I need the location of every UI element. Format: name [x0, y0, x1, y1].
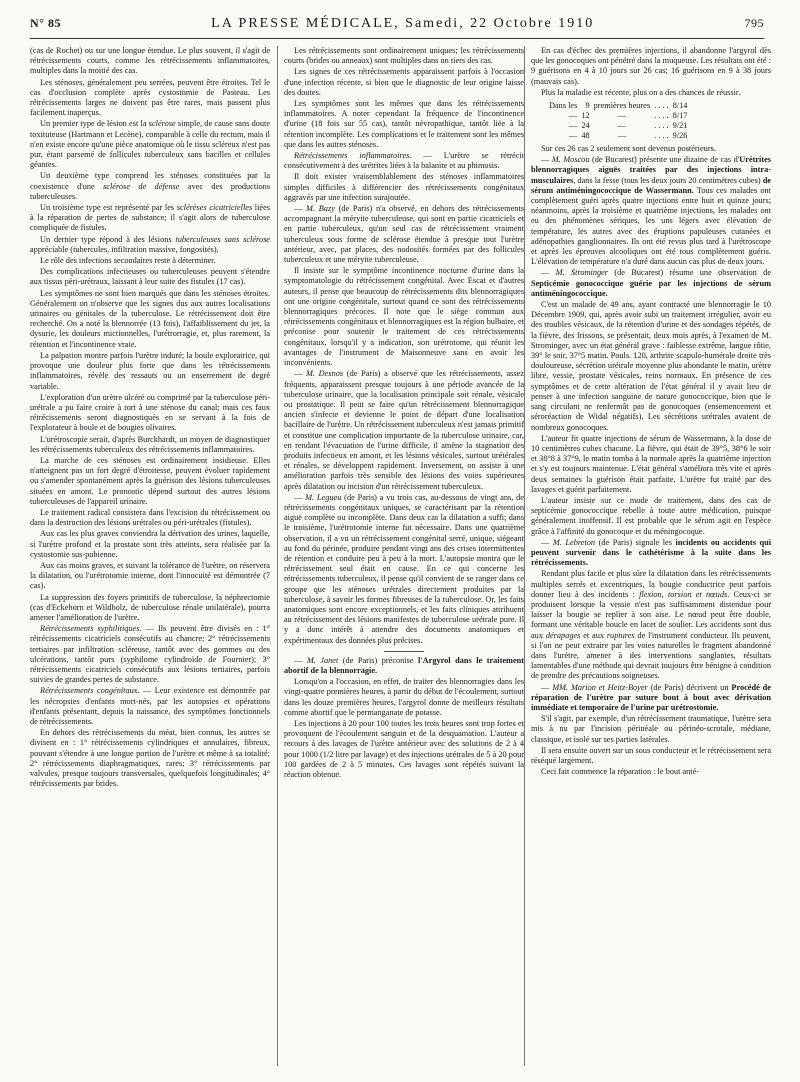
speaker-name: MM. Marion et Heitz-Boyer [552, 682, 648, 692]
column-rule [524, 46, 525, 1066]
text: Un dernier type répond à des lésions [40, 234, 176, 244]
text: — L'urètre se rétrécit consécutivement à des urétrites liées à la balanite et au phimosis. [284, 151, 524, 171]
text: de l'instrument conducteur. Ils peuvent, si l'on ne peut extraire par les voies naturelles le fragment abandonné dans l'urètre, amener à des interventions sanglantes, résultats lamentables d'une méthode qui devrait toujours être bénigne à condition de prendre des précautions soigneuses. [531, 630, 771, 681]
paragraph: Les injections à 20 pour 100 toutes les trois heures sont trop fortes et provoquent de l'écoulement sanguin et de la desquamation. L'auteur a recours à des lavages de l'urètre antérieur avec des solutions de 2 à 4 pour 1000 (1/2 litre par lavage) et des injections urétrales de 5 à 20 pour 100 gardées de 2 à 5 minutes. Ces lavages sont répétés suivant la réaction obtenue. [284, 719, 524, 780]
topic-title: Procédé de réparation de l'urètre par suture bout à bout avec dérivation immédiate et temporaire de l'urine par urétrostomie. [531, 682, 771, 712]
speaker-name: M. Moscou [551, 155, 590, 165]
paragraph [531, 569, 771, 681]
text: (de Paris) n'a observé, en dehors des rétrécissements accompagnant la méryite tuberculeuse, qui sont en partie cicatriciels et en partie tuberculeux, qu'un seul cas de rétrécissement vraiment tuberculeux sous forme de sclérose étendue à presque tout l'urètre antérieur, avec, par places, des nodosités formées par des follicules tuberculeux et une méryite tuberculeuse. [284, 204, 524, 265]
paragraph: — M. Moscou (de Bucarest) présente une dizaine de cas d'Urétrites blennorragiques aiguës traitées par des injections intra-musculaires, dans la fesse (tous les deux jours 20 centimètres cubes) de sérum antiméningococcique de Wassermann. Tous ces malades ont complètement guéri après quatre injections entre huit et quinze jours; néanmoins, après la troisième et quatrième injections, les malades ont eu des phénomènes sériques, les uns légers avec élévation de température, les autres avec des éruptions papuleuses cutanées et adénopathies ganglionnaires. Ils ont été revus plus tard à l'urétroscope et après les épreuves alcooliques ont été tous complètement guéris. L'élévation de température n'a duré dans aucun cas plus de deux jours. [531, 155, 772, 267]
paragraph: — M. Janet (de Paris) préconise l'Argyrol dans le traitement abortif de la blennorragie. [284, 655, 525, 675]
paragraph: Ceci fait commence la réparation : le bout anté- [541, 767, 700, 777]
column-rule [277, 46, 278, 1066]
table-cell: . . . . [654, 121, 669, 131]
paragraph: Il doit exister vraisemblablement des sténoses inflammatoires simples difficiles à différencier des rétrécissements congénitaux aggravés par une infection surajoutée. [284, 172, 524, 202]
column-3 [531, 46, 771, 778]
paragraph: — M. Lebreton (de Paris) signale les incidents ou accidents qui peuvent survenir dans le cathétérisme à la suite dans les rétrécissements. [531, 537, 772, 568]
paragraph: Les signes de ces rétrécissements apparaissent parfois à l'occasion d'une infection récente, si bien que le diagnostic de leur origine laisse des doutes. [284, 67, 524, 97]
text: Un troisième type est représenté par les [40, 203, 177, 213]
text: et aux [580, 630, 607, 640]
text: (de Paris) décrivent un [647, 682, 732, 692]
issue-number: N° 85 [30, 16, 61, 30]
paragraph: L'exploration d'un urètre ulcéré ou comprimé par la tuberculose péri-urétrale a pu faire croire à tort à une sténose du canal; mais ces faux rétrécissements seront diagnostiqués en se servant à la fois de l'explorateur à boule et de bougies olivaires. [30, 392, 270, 433]
text: Un premier type de lésion est la [40, 119, 149, 129]
table-cell: — [569, 131, 578, 141]
speaker-name: M. Strominger [555, 268, 609, 278]
topic-title: Urétrites blennorragiques aiguës traitées par des injections intra-musculaires [531, 155, 772, 185]
paragraph: L'auteur fit quatre injections de sérum de Wassermann, à la dose de 10 centimètres cubes chacune. La fièvre, qui était de 39°5, 38°6 le soir et 38°8 à 37°9, le matin tomba à la normale après la quatrième injection et s'y est toujours maintenue. L'état général s'améliora très vite et après deux semaines la guérison était parfaite. L'urètre fut traité par des lavages et guérit parfaitement. [531, 433, 771, 494]
table-cell: — [569, 111, 578, 121]
paragraph: Il insiste sur le symptôme incontinence nocturne d'urine dans la symptomatologie du rétrécissement congénital. Avec Escat et d'autres auteurs, il pense que beaucoup de rétrécissements dits blennorragiques ont une origine congénitale, surtout quand ce sont des rétrécissements blennorragiques précoces. Il note que le siège commun aux rétrécissements congénitaux et blennorragiques est la région bulbaire, et préconise pour soutenir le traitement de ces rétrécissements congénitaux, lorsqu'il y a indication, son urétrotome, qui réunit les avantages de l'instrument de Maisonneuve sans en avoir les inconvénients. [284, 266, 524, 368]
table-cell: 9/21 [672, 121, 688, 131]
column-2 [284, 46, 524, 781]
text: (de Paris) préconise [338, 655, 419, 665]
table-row [549, 111, 691, 121]
text: (de Paris) a observé que les rétrécissements, assez fréquents, apparaissent presque toujours à une période avancée de la tuberculose urinaire, que la localisation principale soit rénale, vésicale ou prostatique. Il peut se faire qu'un rétrécissement blennorragique ancien s'infecte et devienne le point de départ d'une localisation bacillaire de l'urètre. Un rétrécissement tuberculeux n'est jamais primitif et constitue une complication importante de la tuberculose urinaire, car, en rendant l'évacuation de l'urine difficile, il amène la stagnation des produits infectieux en amont, et les lésions vésicales, surtout urétérales et rénales, se développent rapidement. Inversement, on assiste à une amélioration parfois très sensible des lésions des voies supérieures après dilatation ou incision d'un rétrécissement tuberculeux. [284, 369, 524, 491]
emphasis: sclérose [148, 119, 176, 129]
table-cell: 8/17 [672, 111, 688, 121]
paragraph: Les rétrécissements sont ordinairement uniques; les rétrécissements courts (brides ou anneaux) sont multiples dans un tiers des cas. [284, 46, 524, 66]
emphasis: dérapages [545, 630, 581, 640]
paragraph [30, 203, 270, 234]
text: Rendant plus facile et plus sûre la dilatation dans les rétrécissements multiples serrés et excentriques, la bougie conductrice peut parfois donner lieu à des incidents : [531, 569, 771, 599]
text: , dans la fesse (tous les deux jours 20 centimètres cubes) [573, 175, 763, 185]
topic-title: incidents ou accidents qui peuvent survenir dans le cathétérisme à la suite dans les rétrécissements. [531, 537, 772, 568]
paragraph: Le traitement radical consistera dans l'excision du rétrécissement ou dans la destruction des lésions urétrales ou péri-urétrales (fistules). [30, 507, 270, 528]
results-table [549, 101, 691, 141]
emphasis: flexion, torsion et nœuds [639, 589, 728, 599]
paragraph: Les symptômes sont les mêmes que dans les rétrécissements inflammatoires. A noter cependant la fréquence de l'incontinence d'urine (18 fois sur 55 cas), tantôt névropathique, tantôt liée à la rétention incomplète. Les complications et le traitement sont les mêmes que dans les autres sténoses. [284, 99, 524, 149]
table-cell: 9 [585, 101, 590, 111]
paragraph: En cas d'échec des premières injections, il abandonne l'argyrol dès que les gonocoques ont pénétré dans la muqueuse. Les résultats ont été : 9 guérisons en 4 à 10 jours sur 26 cas; 16 guérisons en 9 à 38 jours (mauvais cas). [531, 46, 771, 86]
table-cell: . . . . [654, 111, 669, 121]
table-cell: Dans les [549, 101, 578, 111]
journal-title: LA PRESSE MÉDICALE, Samedi, 22 Octobre 1910 [211, 16, 595, 31]
table-row [549, 131, 691, 141]
section-title: Rétrécissements inflammatoires. [294, 151, 412, 161]
paragraph [30, 624, 270, 685]
paragraph: C'est un malade de 49 ans, ayant contracté une blennorragie le 10 Décembre 1909, qui, après avoir subi un traitement irrégulier, avoir eu des troubles vésicaux, de la rétention d'urine et des sondages répétés, de la fièvre, des frissons, se présentait, deux mois après, à l'examen de M. Strominger, avec un état général grave : faiblesse extrême, langue rôtie, 39° le soir, 37°5 matin. Pouls. 120, arthrite scapulo-humérale droite très douloureuse, sécrétion urétrale moyenne plus abondante le matin, urètre libre, vessie, prostate vésicales, reins normaux. En présence de ces symptômes et de cette altération de l'état général il y avait lieu de penser à une infection sanguine de nature gonococcique, bien que le sang circulant ne renfermât pas de gonocoques (ensemencement et séroréaction de Widal négatifs). Les sécrétions urétrales avaient de nombreux gonocoques. [531, 300, 771, 432]
text: (de Paris) signale les [595, 537, 676, 547]
text: Tous ces malades ont complètement guéri après quatre injections entre huit et quinze jours; néanmoins, après la troisième et quatrième injections, les malades ont eu des phénomènes sériques, les uns légers avec élévation de température, les autres avec des éruptions papuleuses cutanées et adénopathies ganglionnaires. Ils ont été revus plus tard à l'urétroscope et après les épreuves alcooliques ont été tous complètement guéris. L'élévation de température n'a duré dans aucun cas plus de deux jours. [531, 185, 771, 267]
text: appréciable (tubercules, infiltration massive, fongosités). [30, 244, 219, 254]
emphasis: sclérèses cicatricielles [176, 203, 253, 213]
speaker-name: M. Desnos [306, 369, 344, 379]
text: (de Paris) a vu trois cas, au-dessous de vingt ans, de rétrécissements congénitaux uniques, se caractérisant par la rétention aiguë complète ou incomplète. Dans deux cas la dilatation a suffi; dans le troisième, l'urétrotomie interne fut nécessaire. Dans une quatrième observation, il a vu un rétrécissement congénital serré, unique, siégeant au fond du périnée, produire pendant vingt ans des crises intermittentes de rétention et conduire peu à peu à la mort. L'autopsie montra que le rétrécissement seul était en cause. En ce qui concerne les rétrécissements tuberculeux, il pense qu'il convient de se ranger dans ce groupe que les sténoses urétrales directement produites par la tuberculose, à savoir les formes fibreuses de la tuberculose. Or, les faits anatomiques sont encore exceptionnels, et les faits cliniques attribuent au rétrécissement des lésions manifestes de tuberculose urétrale pure. Il y a donc intérêt à attendre des documents anatomiques et expérimentaux des données plus précises. [284, 492, 524, 645]
paragraph: Aux cas les plus graves conviendra la dérivation des urines, laquelle, si l'urètre profond et la prostate sont très atteints, sera réalisée par la cystostomie sus-pubienne. [30, 529, 270, 559]
paragraph [30, 171, 270, 202]
text: (de Bucarest) résume une observation de [608, 268, 772, 278]
paragraph [30, 686, 270, 727]
table-cell: 48 [581, 131, 590, 141]
table-cell: . . . . [654, 131, 669, 141]
paragraph: Plus la maladie est récente, plus on a des chances de réussir. [541, 87, 741, 97]
paragraph: L'auteur insiste sur ce mode de traitement, dans des cas de septicémie gonococcique rebelle à toute autre médication, puisque généralement inoffensif. Il est probable que le sérum agit en l'espèce grâce à l'affinité du gonocoque et du méningocoque. [531, 495, 771, 536]
table-cell: — [617, 121, 626, 131]
table-cell: — [617, 111, 626, 121]
table-cell: 12 [581, 111, 590, 121]
speaker-name: M. Bazy [306, 204, 335, 214]
emphasis: sclérose de défense [103, 181, 180, 191]
speaker-name: M. Legueu [305, 492, 342, 502]
table-row [549, 101, 691, 111]
text: . Ceux-ci se produisent lorsque la vessie n'est pas suffisamment distendue pour laisser la bougie se replier à son aise. Le nœud peut être double, formant une véritable boucle en lacet de soulier. Les accidents sont dus aux [531, 589, 771, 640]
table-cell: . . . . [654, 101, 669, 111]
text: — Ils peuvent être divisés en : 1° rétrécissements cicatriciels consécutifs au chancre; 2° rétrécissements tertiaires par infiltration scléreuse, tantôt avec des gommes ou des ulcérations, tantôt purs (syphilome cylindroïde de Fournier); 3° rétrécissements cicatriciels consécutifs aux lésions tertiaires, parfois suivies de grandes pertes de substance. [30, 624, 270, 685]
text: Un deuxième type comprend les sténoses constituées par la coexistence d'une [30, 171, 270, 191]
table-cell: 9/26 [672, 131, 688, 141]
text: simple, de cause sans doute toxituteuse (Hartmann et Lecène), comparable à celle du rectum, mais il n'en existe encore qu'une pièce anatomique où le tissu scléreux n'est pas pur, étant parsemé de follicules tuberculeux sans bacilles et cellules géantes. [30, 119, 271, 170]
emphasis: ruptures [606, 630, 635, 640]
paragraph: Le rôle des infections secondaires reste à déterminer. [40, 256, 216, 266]
section-title: Rétrécissements congénitaux. [40, 686, 140, 696]
paragraph [30, 119, 270, 170]
paragraph: Des complications infectieuses ou tuberculeuses peuvent s'étendre aux tissus péri-urétraux, laissant à leur suite des fistules (17 cas). [30, 267, 270, 287]
speaker-name: M. Lebreton [552, 537, 596, 547]
paragraph: La suppression des foyers primitifs de tuberculose, la néphrectomie (cas d'Eckehorn et Wildbolz, de tuberculose rénale unilatérale), pourra amener l'amélioration de l'urètre. [30, 592, 270, 622]
table-row [549, 121, 691, 131]
paragraph: Les symptômes ne sont bien marqués que dans les sténoses étroites. Généralement on n'observe que les signes dus aux autres localisations urinaires ou génitales de la tuberculose. Le rétrécissement doit être recherché. On a noté la blennorrée (13 fois), l'affaiblissement du jet, la dysurie, les douleurs mictionnelles, l'urétrorragie, et, plus rarement, la rétention et l'incontinence vraie. [30, 288, 270, 349]
paragraph: La palpation montre parfois l'urètre induré; la boule exploratrice, qui provoque une douleur plus forte que dans les rétrécissements inflammatoires, révèle des ressauts ou un enserrement de degré variable. [30, 350, 270, 391]
paragraph: En dehors des rétrécissements du méat, bien connus, les autres se divisent en : 1° rétrécissements cylindriques et annulaires, fibreux, pouvant s'étendre à une longue portion de l'urètre et même à sa totalité; 2° rétrécissements diaphragmatiques, rares; 3° rétrécissements par valvules, presque toujours transversales, quelquefois longitudinales; 4° rétrécissements par brides. [30, 728, 270, 789]
topic-title: de sérum antiméningococcique de Wassermann. [531, 175, 771, 195]
page-header [30, 16, 764, 39]
paragraph: — M. Strominger (de Bucarest) résume une observation de Septicémie gonococcique guérie par les injections de sérum antiméningococcique. [531, 268, 772, 298]
paragraph: — M. Bazy (de Paris) n'a observé, en dehors des rétrécissements accompagnant la méryite tuberculeuse, qui sont en partie cicatriciels et en partie tuberculeux, qu'un seul cas de rétrécissement vraiment tuberculeux sous forme de sclérose étendue à presque tout l'urètre antérieur, avec, par places, des nodosités formées par des follicules tuberculeux et une méryite tuberculeuse. [284, 204, 524, 265]
page-number: 795 [744, 16, 764, 30]
text: (de Bucarest) présente une dizaine de cas d' [589, 155, 740, 165]
paragraph: La marche de ces sténoses est ordinairement insidieuse. Elles n'atteignent pas un fort degré d'étroitesse, peuvent évoluer rapidement ou s'amender spontanément après la guérison des lésions tuberculeuses situées en amont. Le pronostic dépend surtout des autres lésions tuberculeuses de l'appareil urinaire. [30, 455, 270, 506]
paragraph: — M. Desnos (de Paris) a observé que les rétrécissements, assez fréquents, apparaissent presque toujours à une période avancée de la tuberculose urinaire, que la localisation principale soit rénale, vésicale ou prostatique. Il peut se faire qu'un rétrécissement blennorragique ancien s'infecte et devienne le point de départ d'une localisation bacillaire de l'urètre. Un rétrécissement tuberculeux n'est jamais primitif et constitue une complication importante de la tuberculose urinaire, car, en rendant l'évacuation de l'urine difficile, il amène la stagnation des produits infectieux en amont, et les lésions vésicales, surtout urétérales et rénales, se développent rapidement. Inversement, on assiste à une amélioration parfois très sensible des lésions des voies supérieures après dilatation ou incision d'un rétrécissement tuberculeux. [284, 369, 524, 491]
paragraph: Sur ces 26 cas 2 seulement sont devenus postérieurs. [541, 144, 716, 154]
text: — Leur existence est démontrée par les nécropsies d'enfants mort-nés, par les autopsies et opérations d'enfants présentant, depuis la naissance, des symptômes fonctionnels de rétrécissements. [30, 686, 270, 726]
text: liées à la réparation de pertes de substance; il s'agit alors de tuberculose compliquée de fistules. [30, 203, 270, 233]
paragraph: — M. Legueu (de Paris) a vu trois cas, au-dessous de vingt ans, de rétrécissements congénitaux uniques, se caractérisant par la rétention aiguë complète ou incomplète. Dans deux cas la dilatation a suffi; dans le troisième, l'urétrotomie interne fut nécessaire. Dans une quatrième observation, il a vu un rétrécissement congénital serré, unique, siégeant au fond du périnée, produire pendant vingt ans des crises intermittentes de rétention et conduire peu à peu à la mort. L'autopsie montra que le rétrécissement seul était en cause. En ce qui concerne les rétrécissements tuberculeux, il pense qu'il convient de se ranger dans ce groupe que les sténoses urétrales directement produites par la tuberculose, à savoir les formes fibreuses de la tuberculose. Or, les faits anatomiques sont encore exceptionnels, et les faits cliniques attribuent au rétrécissement des lésions manifestes de tuberculose urétrale pure. Il y a donc intérêt à attendre des documents anatomiques et expérimentaux des données plus précises. [284, 492, 524, 645]
table-cell: 8/14 [672, 101, 688, 111]
paragraph: — MM. Marion et Heitz-Boyer (de Paris) décrivent un Procédé de réparation de l'urètre par suture bout à bout avec dérivation immédiate et temporaire de l'urine par urétrostomie. [531, 682, 771, 712]
paragraph [284, 151, 524, 171]
paragraph: Aux cas moins graves, et suivant la tolérance de l'urètre, on réservera la dilatation, ou l'urétrotomie interne, dont l'innocuité est démontrée (7 cas). [30, 560, 270, 591]
topic-title: Septicémie gonococcique guérie par les injections de sérum antiméningococcique. [531, 278, 771, 298]
paragraph: Les sténoses, généralement peu serrées, peuvent être étroites. Tel le cas d'occlusion complète après cystostomie de Pasteau. Les rétrécissements larges ne doivent pas être rares, mais passent plus facilement inaperçus. [30, 77, 270, 118]
emphasis: tuberculeuses sans sclérose [175, 234, 270, 244]
separator-rule [384, 651, 424, 652]
topic-title: l'Argyrol dans le traitement abortif de la blennorragie. [284, 655, 525, 675]
table-cell: — [569, 121, 578, 131]
table-cell: premières heures [593, 101, 651, 111]
paragraph: Lorsqu'on a l'occasion, en effet, de traiter des blennorragies dans les vingt-quatre premières heures, à partir du début de l'écoulement, surtout dans les douze premières heures, l'argyrol donne de meilleurs résultats comme abortif que le permanganate de potasse. [284, 677, 524, 717]
table-cell: — [617, 131, 626, 141]
speaker-name: M. Janet [306, 655, 339, 665]
column-1 [30, 46, 270, 790]
text: avec des productions tuberculeuses. [30, 181, 271, 201]
section-title: Rétrécissements syphilitiques. [40, 624, 142, 634]
paragraph: Il sera ensuite ouvert sur un sous conducteur et le rétrécissement sera réséqué largement. [531, 745, 771, 765]
paragraph: S'il s'agit, par exemple, d'un rétrécissement traumatique, l'urètre sera mis à nu par l'incision périnéale ou périnéo-scrotale, médiane, classique, et isolé sur ses parties latérales. [531, 714, 771, 744]
paragraph: (cas de Rochet) ou sur une longue étendue. Le plus souvent, il s'agit de rétrécissements courts, comme les rétrécissements inflammatoires, multiples dans la moitié des cas. [30, 46, 270, 76]
paragraph [30, 235, 270, 255]
paragraph: L'urétroscopie serait, d'après Burckhardt, un moyen de diagnostiquer les rétrécissements tuberculeux des rétrécissements inflammatoires. [30, 434, 270, 454]
table-cell: 24 [581, 121, 590, 131]
